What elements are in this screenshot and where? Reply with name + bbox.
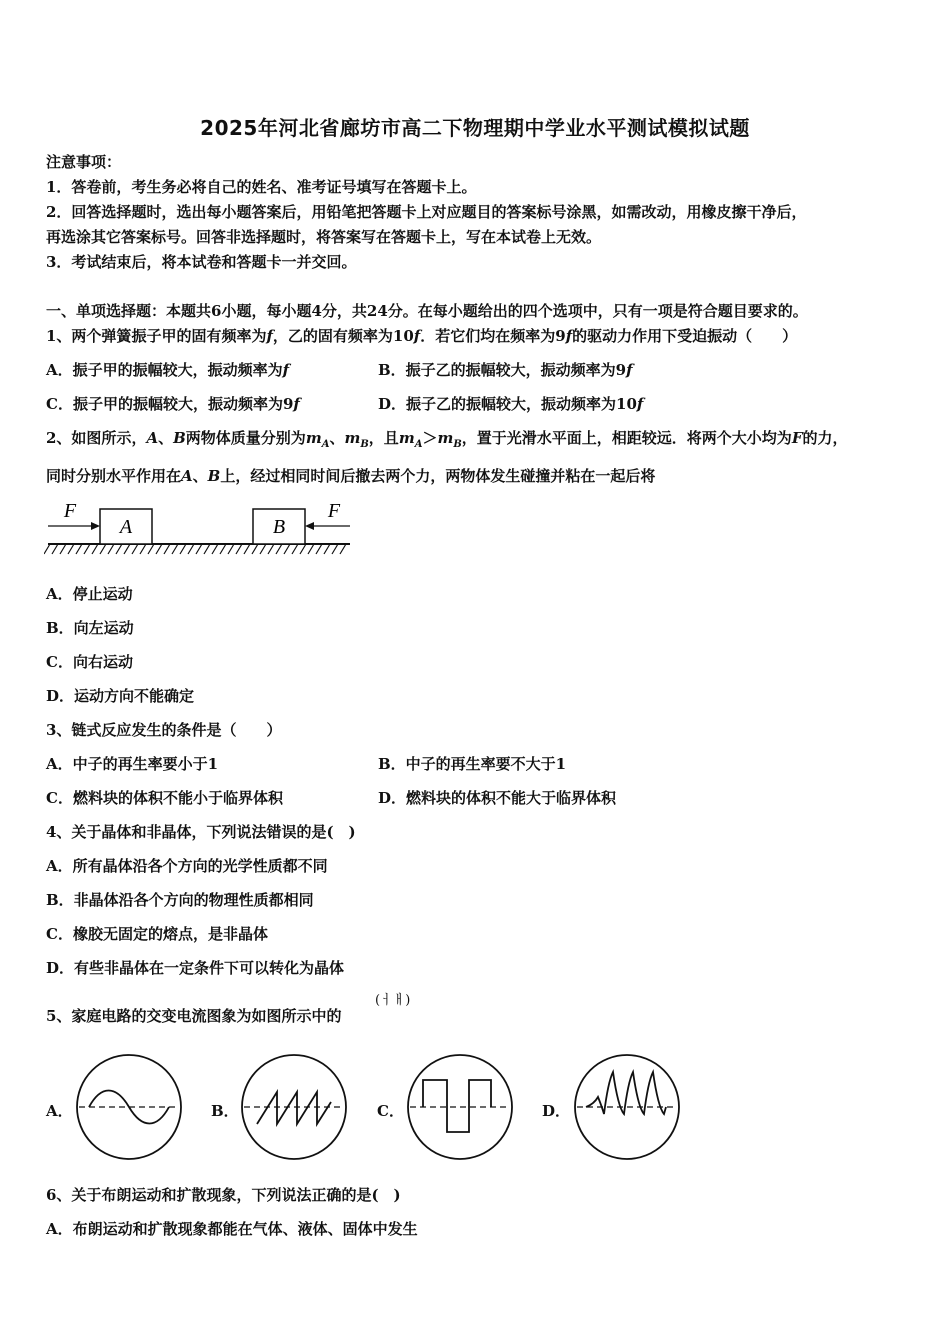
question-4-option-a: A．所有晶体沿各个方向的光学性质都不同: [46, 857, 328, 875]
question-4-option-b: B．非晶体沿各个方向的物理性质都相同: [46, 891, 314, 909]
question-2-option-a: A．停止运动: [46, 585, 133, 603]
question-1-option-a: A．振子甲的振幅较大，振动频率为f: [46, 361, 290, 379]
notice-item: 3．考试结束后，将本试卷和答题卡一并交回。: [46, 253, 357, 271]
page-title: 2025年河北省廊坊市高二下物理期中学业水平测试模拟试题: [200, 116, 750, 140]
arrow-head-left-icon: [305, 522, 314, 530]
question-3-option-d: D．燃料块的体积不能大于临界体积: [378, 789, 617, 807]
notice-item: 1．答卷前，考生务必将自己的姓名、准考证号填写在答题卡上。: [46, 178, 477, 196]
question-5-blank: (ㅓㅐ): [375, 993, 411, 1008]
question-2-stem-line2: 同时分别水平作用在A、B上，经过相同时间后撤去两个力，两物体发生碰撞并粘在一起后将: [46, 467, 656, 485]
blocks-figure: [44, 497, 356, 561]
question-4-option-d: D．有些非晶体在一定条件下可以转化为晶体: [46, 959, 345, 977]
question-2-option-d: D．运动方向不能确定: [46, 687, 195, 705]
notice-item: 2．回答选择题时，选出每小题答案后，用铅笔把答题卡上对应题目的答案标号涂黑，如需改动，用橡皮擦干净后，: [46, 203, 807, 221]
question-2-option-b: B．向左运动: [46, 619, 134, 637]
sawtooth-wave: [257, 1092, 331, 1124]
section-heading: 一、单项选择题：本题共6小题，每小题4分，共24分。在每小题给出的四个选项中，只有一项是符合题目要求的。: [46, 302, 808, 320]
question-5-label-b: B．: [211, 1102, 239, 1120]
pulse-wave: [586, 1072, 666, 1114]
question-2-stem-line1: 2、如图所示，A、B两物体质量分别为$m_A$、$m_B$，且$m_A>m_B$，置于光滑水平面上，相距较远．将两个大小均为F的力，: [46, 429, 848, 450]
ground-hatching: [44, 544, 346, 554]
question-5-stem: 5、家庭电路的交变电流图象为如图所示中的: [46, 1007, 342, 1025]
question-6-stem: 6、关于布朗运动和扩散现象，下列说法正确的是( ): [46, 1186, 401, 1204]
waveform-option-c: [405, 1052, 515, 1162]
question-1-stem: 1、两个弹簧振子甲的固有频率为f，乙的固有频率为10f．若它们均在频率为9f的驱动力作用下受迫振动（ ）: [46, 327, 798, 345]
question-5-label-a: A．: [46, 1102, 73, 1120]
question-1-option-d: D．振子乙的振幅较大，振动频率为10f: [378, 395, 644, 413]
waveform-option-d: [572, 1052, 682, 1162]
notice-item: 再选涂其它答案标号。回答非选择题时，将答案写在答题卡上，写在本试卷上无效。: [46, 228, 602, 246]
block-b-label: B: [272, 516, 286, 538]
question-2-option-c: C．向右运动: [46, 653, 133, 671]
waveform-option-b: [239, 1052, 349, 1162]
waveform-option-a: [74, 1052, 184, 1162]
question-6-option-a: A．布朗运动和扩散现象都能在气体、液体、固体中发生: [46, 1220, 418, 1238]
question-3-option-a: A．中子的再生率要小于1: [46, 755, 219, 773]
question-1-option-c: C．振子甲的振幅较大，振动频率为9f: [46, 395, 300, 413]
question-4-option-c: C．橡胶无固定的熔点，是非晶体: [46, 925, 268, 943]
question-1-option-b: B．振子乙的振幅较大，振动频率为9f: [378, 361, 633, 379]
question-5-label-d: D．: [542, 1102, 571, 1120]
arrow-head-right-icon: [91, 522, 100, 530]
square-wave: [423, 1080, 491, 1132]
block-a-label: A: [119, 516, 133, 538]
question-4-stem: 4、关于晶体和非晶体，下列说法错误的是( ): [46, 823, 356, 841]
question-3-stem: 3、链式反应发生的条件是（ ）: [46, 721, 282, 739]
question-3-option-b: B．中子的再生率要不大于1: [378, 755, 567, 773]
question-3-option-c: C．燃料块的体积不能小于临界体积: [46, 789, 283, 807]
question-5-label-c: C．: [377, 1102, 404, 1120]
force-label-right: F: [327, 500, 341, 522]
force-label-left: F: [63, 500, 77, 522]
notice-heading: 注意事项：: [46, 153, 122, 171]
